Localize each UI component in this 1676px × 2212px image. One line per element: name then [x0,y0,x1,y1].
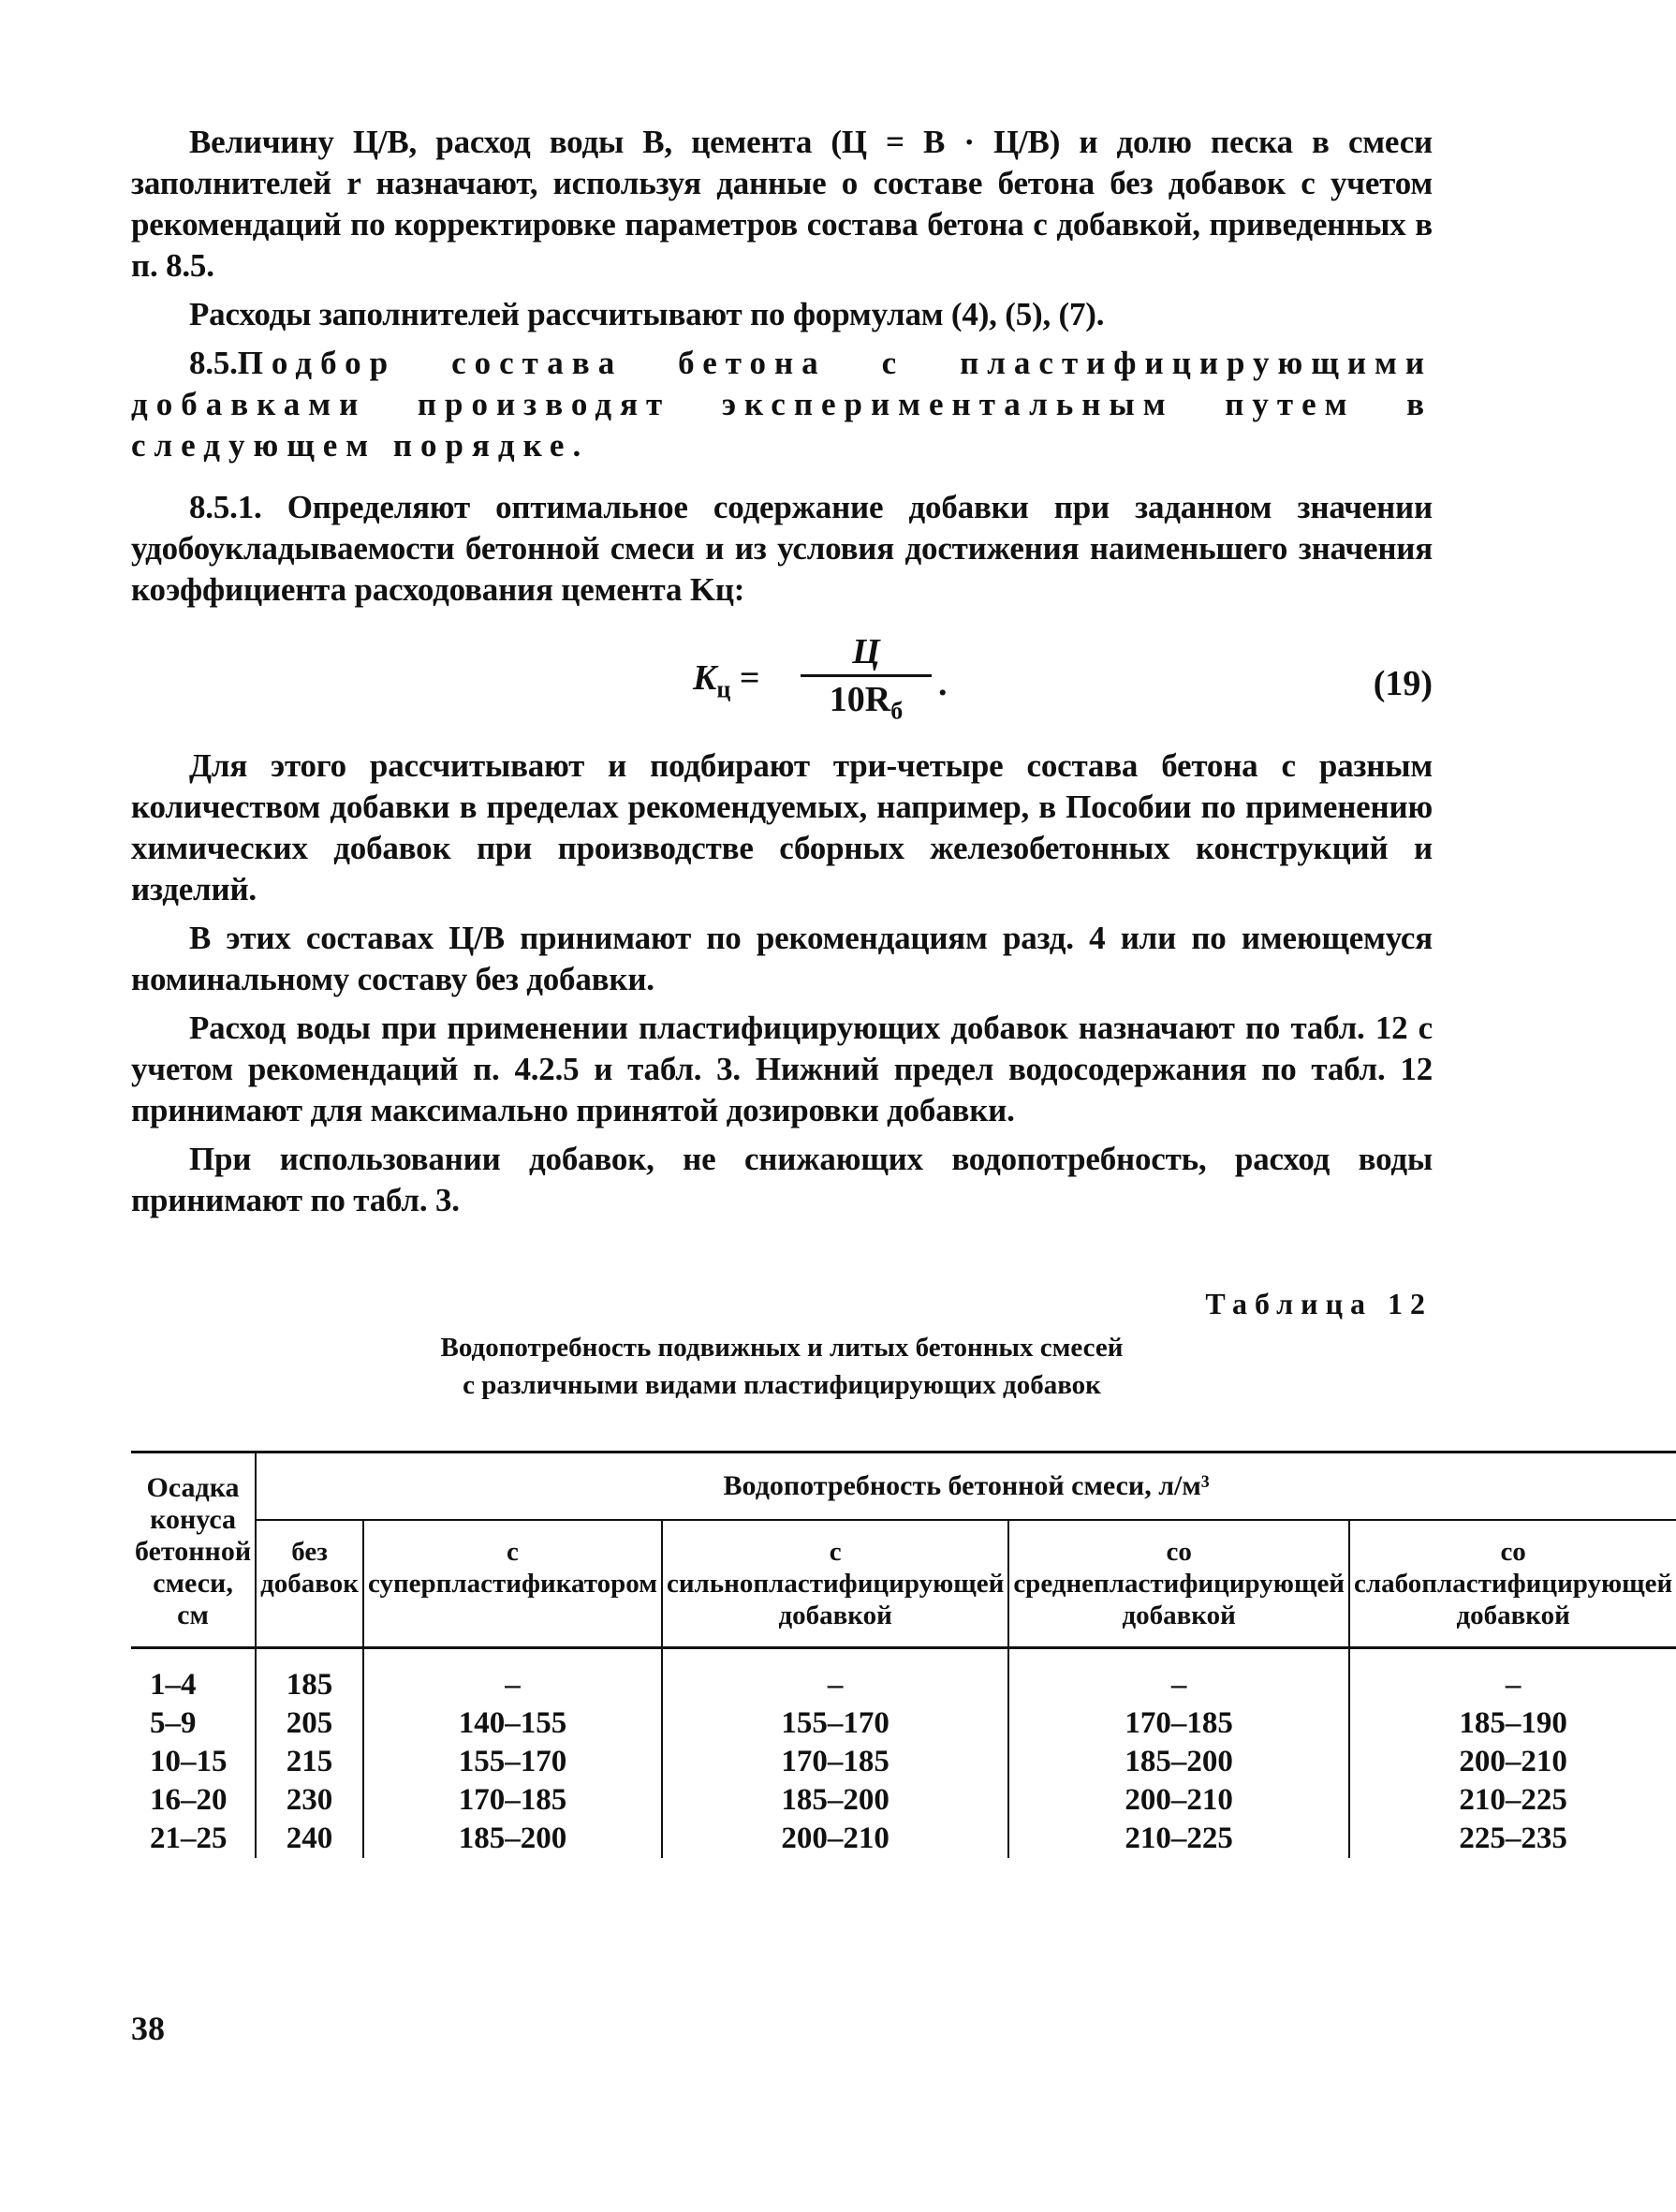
subheader-superplasticizer: с суперпластификатором [363,1520,662,1648]
paragraph-8-5-1: 8.5.1. Определяют оптимальное содержание добавки при заданном значении удобоукладываемости бетонной смеси и из условия достижения наименьшего значения коэффициента расходования цемента Kц: [131,489,1433,608]
page-content [131,122,1673,1858]
table-row: 10–15 215 155–170 170–185 185–200 200–210 [131,1743,1676,1781]
paragraph-wc-recommend: В этих составах Ц/В принимают по рекомендациям разд. 4 или по имеющемуся номинальному составу без добавки. [131,920,1433,997]
section-heading-text: Подбор состава бетона с пластифицирующими добавками производят экспериментальным путем в следующем порядке. [131,345,1433,464]
table-row: 21–25 240 185–200 200–210 210–225 225–235 [131,1820,1676,1858]
section-8-5 [131,343,1433,466]
formula-fraction [801,629,932,734]
subheader-strong: с сильнопластифицирующей добавкой [662,1520,1008,1648]
paragraph-aggregates: Расходы заполнителей рассчитывают по формулам (4), (5), (7). [189,296,1105,332]
water-demand-table [131,1451,1676,1858]
paragraph-wc-ratio: Величину Ц/В, расход воды В, цемента (Ц = В · Ц/В) и долю песка в смеси заполнителей r назначают, используя данные о составе бетона без добавок с учетом рекомендаций по корректировке параметров состава бетона с добавкой, приведенных в п. 8.5. [131,124,1433,284]
header-slump: Осадка конуса бетонной смеси, см [131,1453,256,1648]
formula-19 [131,629,1433,732]
table-caption: Водопотребность подвижных и литых бетонных смесей с различными видами пластифицирующих добавок [440,1333,1124,1400]
table-row: 16–20 230 170–185 185–200 200–210 210–225 [131,1781,1676,1820]
subheader-weak: со слабопластифицирующей добавкой [1349,1520,1676,1648]
subheader-medium: со среднепластифицирующей добавкой [1008,1520,1349,1648]
paragraph-compositions: Для этого рассчитывают и подбирают три-четыре состава бетона с разным количеством добавки в пределах рекомендуемых, например, в Пособии по применению химических добавок при производстве сборных железобетонных конструкций и изделий. [131,747,1433,907]
formula-number: (19) [1373,664,1433,703]
page-number: 38 [131,2010,165,2047]
table-label: Таблица 12 [1205,1287,1433,1320]
formula-denominator: $10R_б$ [829,680,904,725]
subheader-no-additive: без добавок [256,1520,363,1648]
section-number: 8.5. [189,345,238,381]
formula-numerator: Ц [801,629,932,677]
header-water-demand: Водопотребность бетонной смеси, л/м³ [256,1453,1676,1521]
formula-dot: . [938,664,948,703]
table-row: 5–9 205 140–155 155–170 170–185 185–190 [131,1704,1676,1743]
formula-lhs: $K_ц$ = [693,658,760,703]
paragraph-water-demand: Расход воды при применении пластифицирующих добавок назначают по табл. 12 с учетом рекомендаций п. 4.2.5 и табл. 3. Нижний предел водосодержания по табл. 12 принимают для максимально принятой дозировки добавки. [131,1010,1433,1128]
paragraph-no-reduction: При использовании добавок, не снижающих водопотребность, расход воды принимают по табл. 3. [131,1141,1433,1218]
table-row: 1–4 185 – – – – [131,1648,1676,1705]
